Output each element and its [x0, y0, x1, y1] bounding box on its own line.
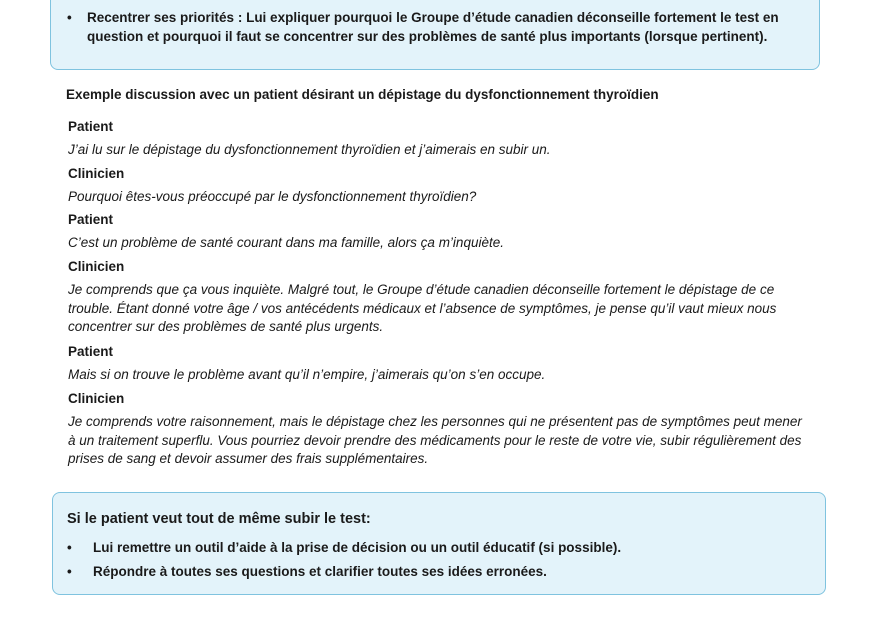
speaker-label: Patient — [68, 212, 114, 227]
dialogue-turn — [68, 390, 808, 469]
utterance-text: C’est un problème de santé courant dans ma famille, alors ça m’inquiète. — [68, 235, 504, 250]
dialogue-turn — [68, 165, 808, 207]
list-item-text: Lui remettre un outil d’aide à la prise de décision ou un outil éducatif (si possible). — [93, 540, 622, 555]
utterance-text: Je comprends que ça vous inquiète. Malgré tout, le Groupe d’étude canadien déconseille fortement le dépistage de ce trouble. Étant donné votre âge / vos antécédents médicaux et l’absence de symptômes, je pense qu’il vaut mieux nous concentrer sur des problèmes de santé plus urgents. — [68, 282, 777, 334]
speaker-label: Patient — [68, 119, 114, 134]
dialogue-turn — [68, 343, 808, 385]
utterance-text: Mais si on trouve le problème avant qu’il n’empire, j’aimerais qu’on s’en occupe. — [68, 367, 546, 382]
bullet-icon: • — [67, 564, 72, 579]
dialogue-turn — [68, 258, 808, 337]
if-patient-insists-box — [52, 492, 826, 595]
box-title: Si le patient veut tout de même subir le test: — [67, 511, 371, 527]
bullet-icon: • — [67, 10, 72, 25]
utterance-text: J’ai lu sur le dépistage du dysfonctionnement thyroïdien et j’aimerais en subir un. — [68, 142, 551, 157]
utterance-text: Pourquoi êtes-vous préoccupé par le dysfonctionnement thyroïdien? — [68, 189, 477, 204]
section-title: Exemple discussion avec un patient désirant un dépistage du dysfonctionnement thyroïdien — [66, 87, 659, 102]
speaker-label: Patient — [68, 344, 114, 359]
list-item-text: Répondre à toutes ses questions et clarifier toutes ses idées erronées. — [93, 564, 547, 579]
list-item — [67, 539, 621, 557]
utterance-text: Je comprends votre raisonnement, mais le dépistage chez les personnes qui ne présentent pas de symptômes peut mener à un traitement superflu. Vous pourriez devoir prendre des médicaments pour le reste de votre vie, subir régulièrement des prises de sang et devoir assumer des frais supplémentaires. — [68, 414, 802, 466]
priority-callout-text: Recentrer ses priorités : Lui expliquer pourquoi le Groupe d’étude canadien déconseille fortement le test en question et pourquoi il faut se concentrer sur des problèmes de santé plus importants (lorsque pertinent). — [87, 10, 779, 44]
dialogue-turn — [68, 118, 808, 160]
list-item — [67, 563, 547, 581]
dialogue-turn — [68, 211, 808, 253]
speaker-label: Clinicien — [68, 391, 125, 406]
speaker-label: Clinicien — [68, 259, 125, 274]
speaker-label: Clinicien — [68, 166, 125, 181]
bullet-icon: • — [67, 540, 72, 555]
priority-callout-box — [50, 0, 820, 70]
